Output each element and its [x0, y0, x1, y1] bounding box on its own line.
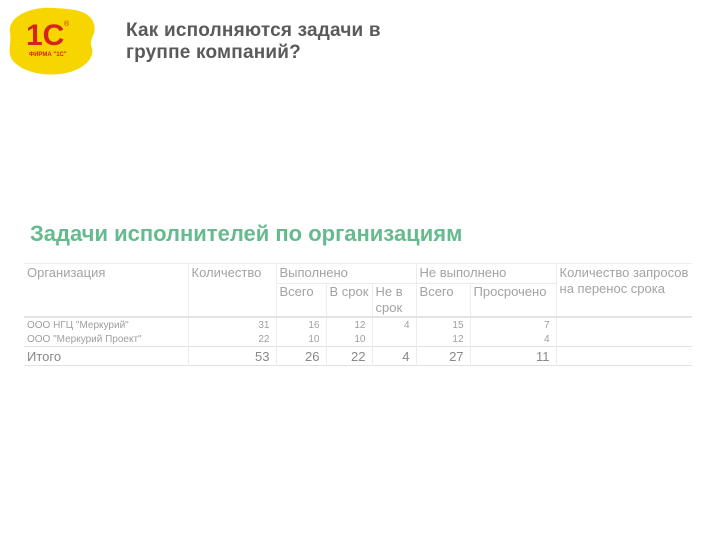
- header-not-completed: Не выполнено: [416, 264, 556, 284]
- slide-title: [126, 20, 686, 64]
- cell-overdue: 7: [470, 317, 556, 332]
- cell-not-completed-total: 15: [416, 317, 470, 332]
- cell-completed-on-time: 12: [326, 317, 372, 332]
- header-count: Количество: [188, 264, 276, 318]
- report-title: Задачи исполнителей по организациям: [30, 221, 463, 246]
- header-organization: Организация: [24, 264, 188, 318]
- total-label: Итого: [24, 347, 188, 366]
- cell-postpone-requests: [556, 317, 692, 332]
- cell-completed-late: [372, 332, 416, 347]
- slide-title-line2: группе компаний?: [126, 42, 301, 63]
- total-postpone-requests: [556, 347, 692, 366]
- table-row: [24, 317, 692, 332]
- header-completed-total: Всего: [276, 284, 326, 318]
- cell-postpone-requests: [556, 332, 692, 347]
- slide-title-line1: Как исполняются задачи в: [126, 20, 381, 41]
- header-not-completed-total: Всего: [416, 284, 470, 318]
- logo-registered-mark: ®: [64, 21, 70, 28]
- table-row: [24, 332, 692, 347]
- header-overdue: Просрочено: [470, 284, 556, 318]
- 1c-logo: [2, 2, 98, 76]
- logo-caption: ФИРМА "1С": [29, 52, 67, 58]
- cell-count: 31: [188, 317, 276, 332]
- logo-text: 1С: [26, 19, 65, 52]
- cell-completed-total: 16: [276, 317, 326, 332]
- report-table: [24, 263, 692, 366]
- total-completed-on-time: 22: [326, 347, 372, 366]
- cell-completed-on-time: 10: [326, 332, 372, 347]
- header-completed-late: Не в срок: [372, 284, 416, 318]
- total-count: 53: [188, 347, 276, 366]
- report-header-row: [24, 264, 692, 284]
- cell-count: 22: [188, 332, 276, 347]
- total-completed-total: 26: [276, 347, 326, 366]
- header-completed: Выполнено: [276, 264, 416, 284]
- cell-not-completed-total: 12: [416, 332, 470, 347]
- cell-organization: ООО НГЦ "Меркурий": [24, 317, 188, 332]
- cell-organization: ООО "Меркурий Проект": [24, 332, 188, 347]
- total-not-completed-total: 27: [416, 347, 470, 366]
- cell-completed-total: 10: [276, 332, 326, 347]
- header-completed-on-time: В срок: [326, 284, 372, 318]
- cell-completed-late: 4: [372, 317, 416, 332]
- total-completed-late: 4: [372, 347, 416, 366]
- total-overdue: 11: [470, 347, 556, 366]
- total-row: [24, 347, 692, 366]
- header-postpone-requests: Количество запросов на перенос срока: [559, 265, 689, 296]
- cell-overdue: 4: [470, 332, 556, 347]
